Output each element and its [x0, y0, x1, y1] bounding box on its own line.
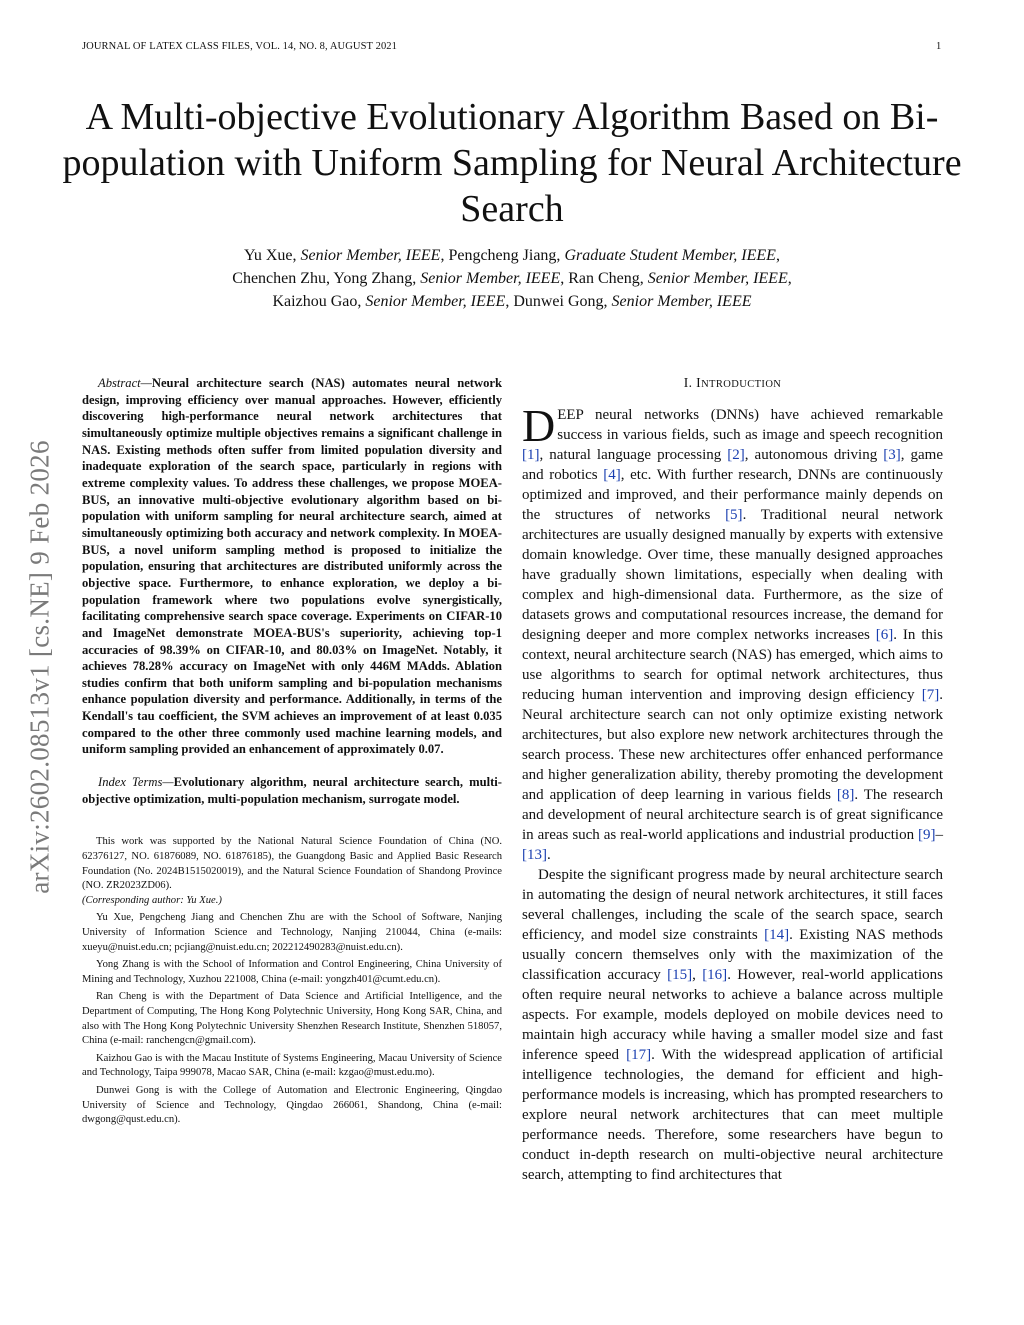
intro-paragraph-2 — [522, 865, 943, 1185]
author-names: Chenchen Zhu, Yong Zhang, — [232, 270, 421, 287]
body-text: Despite the significant progress made by neural architecture search in automating the design of neural network architectures, it still faces several challenges, including the scale of the search space, search efficiency, and model size constraints — [522, 867, 943, 943]
citation-link[interactable]: [9] — [918, 827, 936, 843]
citation-link[interactable]: [15] — [667, 967, 693, 983]
body-text: EEP neural networks (DNNs) have achieved remarkable success in various fields, such as image and speech recognition — [557, 407, 943, 443]
author-sep: , — [775, 247, 780, 264]
arxiv-identifier[interactable]: arXiv:2602.08513v1 [cs.NE] 9 Feb 2026 — [24, 440, 55, 894]
intro-paragraph-1 — [522, 400, 944, 865]
footnote-affiliation: Yong Zhang is with the School of Information and Control Engineering, China University of Mining and Technology, Xuzhou 221008, China (e-mail: yongzh401@cumt.edu.cn). — [82, 959, 502, 985]
footnote-affiliation: Yu Xue, Pengcheng Jiang and Chenchen Zhu are with the School of Software, Nanjing University of Information Science and Technology, Nanjing 210044, China (e-mails: xueyu@nuist.edu.cn; pcjiang@nuist.edu.cn; 202212490283@nuist.edu.cn). — [82, 912, 502, 953]
author-line-3 — [80, 290, 944, 313]
index-terms-text: Evolutionary algorithm, neural architecture search, multi-objective optimization, multi-population mechanism, surrogate model. — [82, 775, 502, 806]
body-text: , game and robotics — [522, 447, 943, 483]
body-text: . The research and development of neural architecture search is of great significance in areas such as real-world applications and industrial production — [522, 787, 943, 843]
citation-link[interactable]: [7] — [921, 687, 940, 703]
body-text: . — [547, 847, 551, 863]
citation-link[interactable]: [4] — [603, 467, 621, 483]
right-column — [522, 375, 943, 1185]
author-names: , Ran Cheng, — [560, 270, 648, 287]
section-title-rest: NTRODUCTION — [701, 379, 782, 390]
index-terms — [82, 774, 502, 807]
citation-link[interactable]: [14] — [764, 927, 790, 943]
citation-link[interactable]: [13] — [522, 847, 547, 863]
funding-text: This work was supported by the National Natural Science Foundation of China (NO. 62376127, NO. 61876089, NO. 61876185), the Guangdong Basic and Applied Basic Research Foundation (No. 2024B1515020019), and the Natural Science Foundation of Shandong Province (NO. ZR2023ZD06). — [82, 836, 502, 892]
citation-link[interactable]: [5] — [725, 507, 743, 523]
author-role: Senior Member, IEEE — [365, 293, 506, 310]
footnotes — [82, 835, 502, 1127]
drop-cap: D — [522, 400, 556, 451]
author-role: Senior Member, IEEE — [300, 247, 441, 264]
introduction-body — [522, 400, 944, 1185]
body-text: . Traditional neural network architectures are usually designed manually by experts with extensive domain knowledge. Over time, these manually designed approaches have gradually shown limitations, especially when dealing with complex and high-dimensional data. Furthermore, as the size of datasets grows and computational resources increase, the demand for designing deeper and more complex networks increases — [522, 507, 943, 643]
index-terms-label: Index Terms— — [98, 775, 174, 790]
footnote-affiliation: Kaizhou Gao is with the Macau Institute of Systems Engineering, Macau University of Science and Technology, Taipa 999078, Macao SAR, China (e-mail: kzgao@must.edu.mo). — [82, 1052, 502, 1079]
author-sep: , — [787, 270, 792, 287]
corresponding-author: (Corresponding author: Yu Xue.) — [82, 894, 222, 906]
author-names: , Pengcheng Jiang, — [440, 247, 565, 264]
citation-link[interactable]: [3] — [883, 447, 901, 463]
citation-link[interactable]: [6] — [875, 627, 894, 643]
citation-link[interactable]: [16] — [702, 967, 728, 983]
footnote-funding — [82, 835, 502, 908]
body-text: – — [935, 827, 943, 843]
author-role: Graduate Student Member, IEEE — [564, 247, 776, 264]
section-numeral: I. — [683, 375, 697, 390]
body-text: , natural language processing — [539, 447, 728, 463]
arxiv-sidebar-stamp — [22, 377, 58, 957]
paper-title: A Multi-objective Evolutionary Algorithm Based on Bi-population with Uniform Sampling for Neural Architecture Search — [62, 96, 962, 230]
body-text: , etc. With further research, DNNs are continuously optimized and improved, and their performance mainly depends on the structures of networks — [522, 467, 943, 523]
abstract-label: Abstract— — [98, 376, 152, 390]
footnote-affiliation: Ran Cheng is with the Department of Data Science and Artificial Intelligence, and the Department of Computing, The Hong Kong Polytechnic University, Hong Kong SAR, China, and also with The Hong Kong Polytechnic University Shenzhen Research Institute, Shenzhen 518057, China (e-mail: ranchengcn@gmail.com). — [82, 991, 502, 1047]
author-role: Senior Member, IEEE — [420, 270, 561, 287]
running-head: JOURNAL OF LATEX CLASS FILES, VOL. 14, NO. 8, AUGUST 2021 — [82, 41, 397, 52]
body-text: , autonomous driving — [744, 447, 884, 463]
left-column — [82, 375, 502, 1131]
abstract-text: Neural architecture search (NAS) automates neural network design, improving efficiency over manual approaches. However, efficiently discovering high-performance neural network architectures that simultaneously optimize multiple objectives remains a significant challenge in NAS. Existing methods often suffer from limited population diversity and inadequate exploration of the search space, particularly in regions with extreme complexity values. To address these challenges, we propose MOEA-BUS, an innovative multi-objective evolutionary algorithm based on bi-population with uniform sampling for neural architecture search, aimed at simultaneously optimizing both accuracy and network complexity. In MOEA-BUS, a novel uniform sampling method is proposed to initialize the population, ensuring that architectures are distributed uniformly across the objective space. Furthermore, to enhance exploration, we deploy a bi-population framework where two populations evolve synergistically, facilitating comprehensive search space coverage. Experiments on CIFAR-10 and ImageNet demonstrate MOEA-BUS's superiority, achieving top-1 accuracies of 98.39% on CIFAR-10, and 80.03% on ImageNet. Notably, it achieves 78.28% accuracy on ImageNet with only 446M MAdds. Ablation studies confirm that both uniform sampling and bi-population mechanisms enhance population diversity and performance. Additionally, in terms of the Kendall's tau coefficient, the SVM achieves an improvement of at least 0.035 compared to the other three commonly used machine learning models, and uniform sampling provided an enhancement of approximately 0.07. — [82, 376, 502, 757]
author-line-1 — [80, 244, 944, 267]
footnote-affiliation: Dunwei Gong is with the College of Automation and Electronic Engineering, Qingdao University of Science and Technology, Qingdao 266061, Shandong, China (e-mail: dwgong@qust.edu.cn). — [82, 1084, 502, 1126]
citation-link[interactable]: [1] — [522, 447, 540, 463]
author-list — [80, 244, 944, 313]
author-line-2 — [80, 267, 944, 290]
citation-link[interactable]: [2] — [727, 447, 745, 463]
author-role: Senior Member, IEEE — [611, 293, 752, 310]
citation-link[interactable]: [17] — [626, 1047, 652, 1063]
section-heading — [522, 375, 943, 391]
body-text: . With the widespread application of artificial intelligence technologies, the demand for efficient and high-performance models is increasing, which has prompted researchers to explore neural network architectures that can meet multiple performance needs. Therefore, some researchers have begun to conduct in-depth research on multi-objective neural architecture search, attempting to find architectures that — [522, 1047, 943, 1183]
body-text: . In this context, neural architecture search (NAS) has emerged, which aims to use algorithms to search for optimal network architectures, thus reducing human intervention and improving design efficiency — [522, 627, 944, 703]
page-number: 1 — [936, 41, 942, 52]
author-names: , Dunwei Gong, — [505, 293, 612, 310]
body-text: , — [692, 967, 703, 983]
abstract — [82, 375, 502, 758]
section-title-initial: I — [696, 375, 702, 390]
citation-link[interactable]: [8] — [836, 787, 855, 803]
body-text: . However, real-world applications often require neural networks to achieve a balance across multiple aspects. For example, models deployed on mobile devices need to maintain high accuracy while having a smaller model size and fast inference speed — [522, 967, 944, 1063]
body-text: . Existing NAS methods usually concern themselves only with the maximization of the classification accuracy — [522, 927, 944, 983]
body-text: . Neural architecture search can not only optimize existing network architectures, but also explore new network architectures through the search process. These new architectures offer enhanced performance and higher generalization ability, thereby promoting the development and application of deep learning in various fields — [522, 687, 943, 803]
author-names: Yu Xue, — [244, 247, 301, 264]
author-names: Kaizhou Gao, — [272, 293, 366, 310]
author-role: Senior Member, IEEE — [647, 270, 788, 287]
